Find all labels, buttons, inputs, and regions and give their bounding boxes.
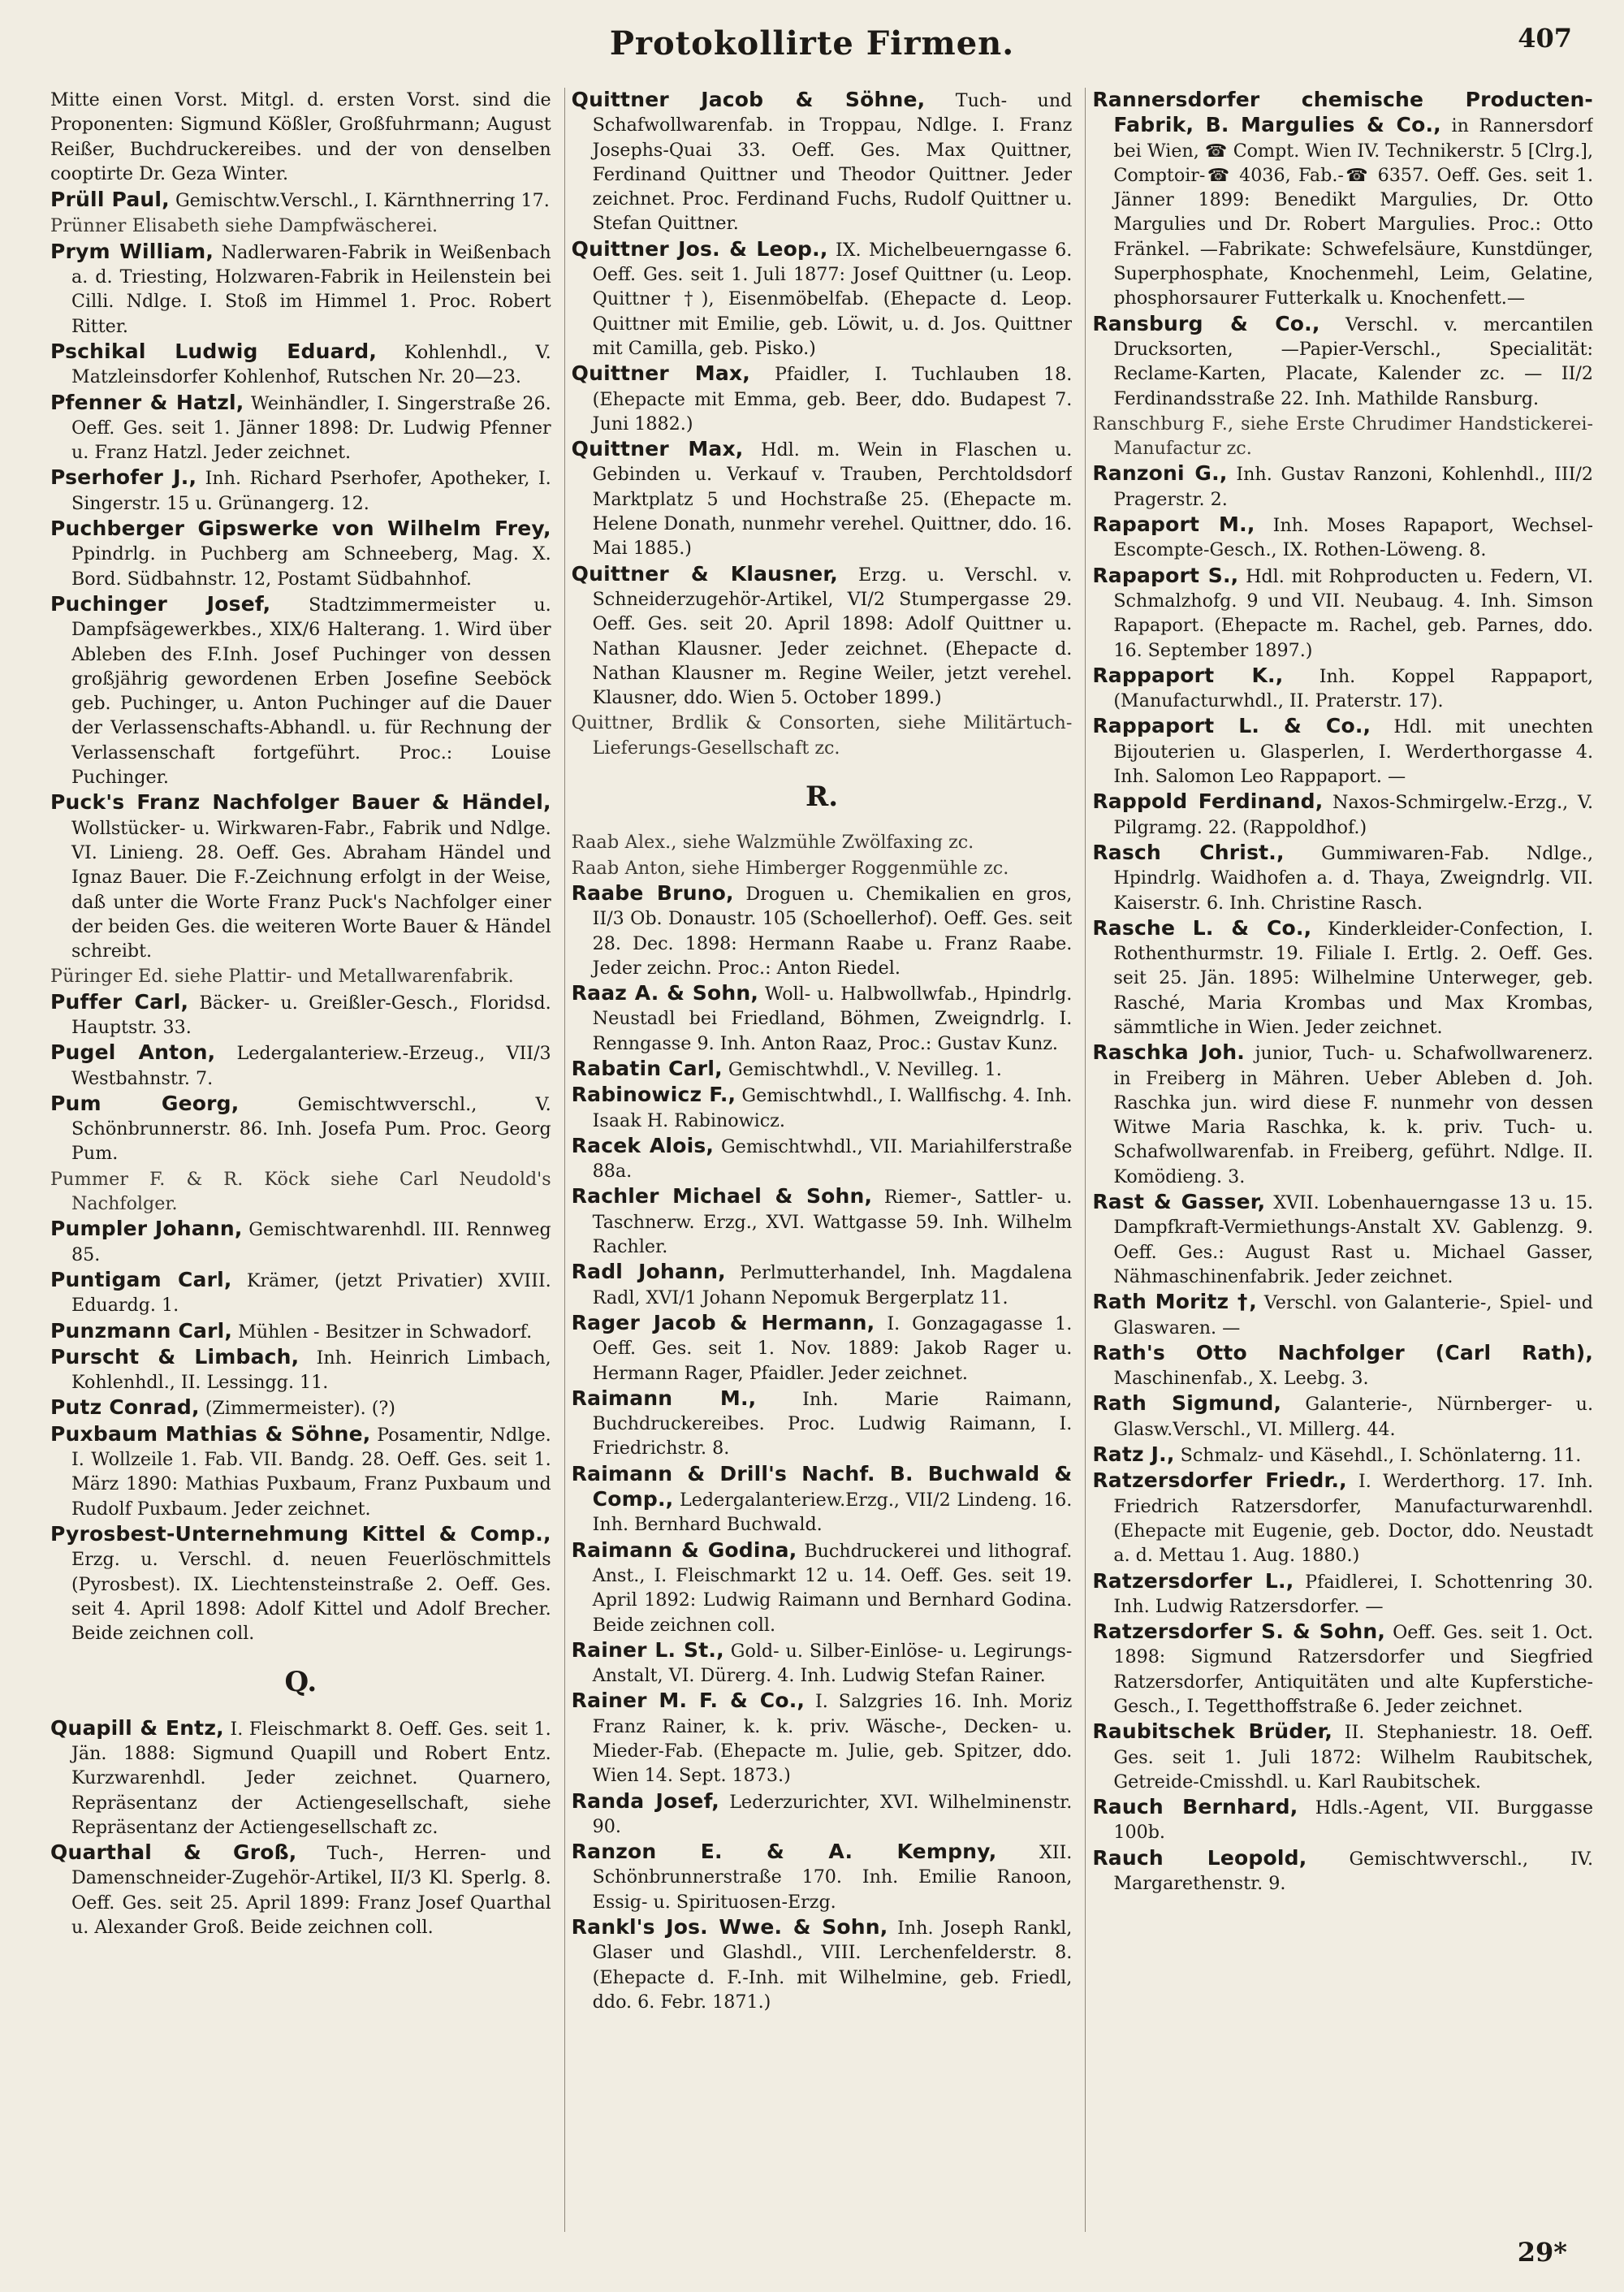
- firm-name: Rasch Christ.,: [1092, 840, 1285, 864]
- directory-entry: [1092, 916, 1593, 1040]
- directory-columns: [50, 88, 1593, 2232]
- firm-name: Raaz A. & Sohn,: [571, 981, 759, 1005]
- firm-name: Ratzersdorfer Friedr.,: [1092, 1468, 1347, 1493]
- firm-details: Gummiwaren-Fab. Ndlge., Hpindrlg. Waidhofen a. d. Thaya, Zweigndrlg. VII. Kaiserstr. 6. Inh. Christine Rasch.: [1113, 842, 1594, 914]
- directory-entry: [50, 214, 551, 238]
- firm-name: Püringer Ed.: [50, 966, 170, 988]
- directory-entry: [1092, 1290, 1593, 1340]
- directory-entry: [572, 1638, 1073, 1689]
- firm-name: Pumpler Johann,: [50, 1217, 243, 1241]
- column-middle: [564, 88, 1073, 2232]
- firm-details: Inh. Gustav Ranzoni, Kohlenhdl., III/2 Pragerstr. 2.: [1113, 464, 1593, 510]
- firm-details: XVII. Lobenhauerngasse 13 u. 15. Dampfkraft-Vermiethungs-Anstalt XV. Gablenzg. 9. Oeff. Ges.: August Rast u. Michael Gasser, Nähmaschinenfabrik. Jeder zeichnet.: [1113, 1192, 1594, 1287]
- directory-entry: [50, 1040, 551, 1091]
- directory-entry: [50, 1422, 551, 1521]
- firm-details: Weinhändler, I. Singerstraße 26. Oeff. Ges. seit 1. Jänner 1898: Dr. Ludwig Pfenner u. Franz Hatzl. Jeder zeichnet.: [71, 392, 551, 464]
- firm-name: Quittner, Brdlik & Consorten,: [571, 712, 881, 734]
- firm-name: Quittner Jos. & Leop.,: [571, 236, 828, 261]
- firm-name: Ransburg & Co.,: [1092, 311, 1320, 335]
- firm-details: Schmalz- und Käsehdl., I. Schönlaterng. 11.: [1180, 1445, 1582, 1467]
- firm-details: XII. Schönbrunnerstraße 170. Inh. Emilie Ranoon, Essig- u. Spirituosen-Erzg.: [592, 1842, 1073, 1913]
- directory-entry: [50, 592, 551, 789]
- directory-entry: [572, 1538, 1073, 1637]
- firm-name: Rath Moritz †,: [1092, 1290, 1258, 1314]
- directory-entry: [50, 964, 551, 988]
- firm-details: Posamentir, Ndlge. I. Wollzeile 1. Fab. VII. Bandg. 28. Oeff. Ges. seit 1. März 1890: Mathias Puxbaum, Franz Puxbaum und Rudolf Puxbaum. Jeder zeichnet.: [71, 1424, 551, 1520]
- firm-details: Gemischtwverschl., IV. Margarethenstr. 9.: [1113, 1848, 1593, 1895]
- directory-entry: [572, 1840, 1073, 1914]
- column-left: [50, 88, 551, 2232]
- firm-name: Ranschburg F.,: [1092, 413, 1234, 435]
- firm-details: (Zimmermeister). (?): [205, 1398, 395, 1420]
- firm-details: IX. Michelbeuerngasse 6. Oeff. Ges. seit 1. Juli 1877: Josef Quittner (u. Leop. Quittner †), Eisenmöbelfab. (Ehepacte d. Leop. Quittner mit Emilie, geb. Löwit, u. d. Jos. Quittner mit Camilla, geb. Pisko.): [592, 239, 1073, 359]
- firm-name: Racek Alois,: [571, 1133, 715, 1157]
- directory-entry: [1092, 461, 1593, 512]
- firm-name: Rachler Michael & Sohn,: [571, 1184, 873, 1209]
- firm-details: in Rannersdorf bei Wien, ☎ Compt. Wien IV. Technikerstr. 5 [Clrg.], Comptoir-☎ 4036, Fab.-☎ 6357. Oeff. Ges. seit 1. Jänner 1899: Benedikt Margulies, Dr. Otto Margulies und Dr. Robert Margulies. Proc.: Otto Fränkel. —Fabrikate: Schwefelsäure, Kunstdünger, Superphosphate, Knochenmehl, Leim, Gelatine, phosphorsaurer Futterkalk u. Knochenfett.—: [1113, 115, 1594, 309]
- firm-name: Pserhofer J.,: [50, 465, 197, 490]
- firm-name: Rasche L. & Co.,: [1092, 915, 1312, 940]
- firm-details: Inh. Joseph Rankl, Glaser und Glashdl., VIII. Lerchenfelderstr. 8. (Ehepacte d. F.-Inh. mit Wilhelmine, geb. Friedl, ddo. 6. Febr. 1871.): [592, 1918, 1073, 2013]
- column-right: [1085, 88, 1593, 2232]
- firm-name: Rager Jacob & Hermann,: [571, 1310, 875, 1334]
- directory-entry: [50, 1167, 551, 1217]
- firm-name: Puffer Carl,: [50, 989, 189, 1014]
- firm-name: Rabinowicz F.,: [571, 1083, 736, 1107]
- directory-entry: [1092, 412, 1593, 461]
- directory-entry: [50, 1716, 551, 1840]
- firm-name: Rainer L. St.,: [571, 1637, 724, 1662]
- firm-details: Woll- u. Halbwollwfab., Hpindrlg. Neustadl bei Friedland, Böhmen, Zweigndrlg. I. Renngasse 9. Inh. Anton Raaz, Proc.: Gustav Kunz.: [592, 984, 1073, 1054]
- firm-details: Inh. Heinrich Limbach, Kohlenhdl., II. Lessingg. 11.: [71, 1347, 551, 1394]
- firm-name: Quarthal & Groß,: [50, 1840, 297, 1865]
- firm-details: Pfaidler, I. Tuchlauben 18. (Ehepacte mit Emma, geb. Beer, ddo. Budapest 7. Juni 1882.): [592, 364, 1073, 435]
- firm-details: Krämer, (jetzt Privatier) XVIII. Eduardg. 1.: [71, 1269, 551, 1317]
- firm-details: siehe Erste Chrudimer Handstickerei-Manufactur zc.: [1113, 413, 1593, 460]
- directory-entry: [572, 830, 1073, 854]
- firm-name: Punzmann Carl,: [50, 1318, 233, 1343]
- firm-name: Raubitschek Brüder,: [1092, 1719, 1333, 1744]
- firm-details: Naxos-Schmirgelw.-Erzg., V. Pilgramg. 22. (Rappoldhof.): [1113, 792, 1594, 838]
- firm-details: Erzg. u. Verschl. v. Schneiderzugehör-Artikel, VI/2 Stumpergasse 29. Oeff. Ges. seit 20. April 1898: Adolf Quittner u. Nathan Klausner. Jeder zeichnet. (Ehepacte d. Nathan Klausner m. Regine Weiler, jetzt verehel. Klausner, ddo. Wien 5. October 1899.): [592, 564, 1073, 709]
- directory-entry: [1092, 1442, 1593, 1468]
- firm-details: Ledergalanteriew.-Erzeug., VII/3 Westbahnstr. 7.: [71, 1043, 551, 1089]
- firm-details: Inh. Moses Rapaport, Wechsel-Escompte-Gesch., IX. Rothen-Löweng. 8.: [1113, 515, 1594, 561]
- directory-entry: [1092, 1468, 1593, 1568]
- firm-details: Verschl. v. mercantilen Drucksorten, —Papier-Verschl., Specialität: Reclame-Karten, Placate, Kalender zc. — II/2 Ferdinandsstraße 22. Inh. Mathilde Ransburg.: [1113, 314, 1594, 409]
- firm-details: Stadtzimmermeister u. Dampfsägewerkbes., XIX/6 Halterang. 1. Wird über Ableben des F.Inh. Josef Puchinger von dessen großjährig gewordenen Erben Josefine Seeböck geb. Puchinger, u. Anton Puchinger auf die Dauer der Verlassenschafts-Abhandl. u. für Rechnung der Verlassenschaft fortgeführt. Proc.: Louise Puchinger.: [71, 594, 551, 789]
- directory-entry: [1092, 312, 1593, 411]
- directory-entry: [572, 1260, 1073, 1310]
- firm-name: Rath Sigmund,: [1092, 1391, 1282, 1416]
- firm-name: Quapill & Entz,: [50, 1715, 224, 1740]
- firm-name: Radl Johann,: [571, 1260, 726, 1284]
- firm-details: I. Salzgries 16. Inh. Moriz Franz Rainer, k. k. priv. Wäsche-, Decken- u. Mieder-Fab. (Ehepacte m. Julie, geb. Spitzer, ddo. Wien 14. Sept. 1873.): [592, 1691, 1073, 1787]
- directory-entry: [572, 1462, 1073, 1537]
- firm-name: Rapaport S.,: [1092, 563, 1239, 587]
- firm-name: Prünner Elisabeth: [50, 215, 220, 237]
- directory-entry: [1092, 512, 1593, 563]
- firm-name: Ranzon E. & A. Kempny,: [571, 1840, 997, 1864]
- firm-details: Ledergalanteriew.Erzg., VII/2 Lindeng. 16. Inh. Bernhard Buchwald.: [592, 1490, 1073, 1536]
- firm-details: Hdl. mit unechten Bijouterien u. Glasperlen, I. Werderthorgasse 4. Inh. Salomon Leo Rappaport. —: [1113, 716, 1594, 788]
- firm-name: Puchinger Josef,: [50, 591, 271, 616]
- firm-details: Kinderkleider-Confection, I. Rothenthurmstr. 19. Filiale I. Ertlg. 2. Oeff. Ges. seit 25. Jän. 1895: Wilhelmine Unterweger, geb. Rasché, Maria Krombas und Max Krombas, sämmtliche in Wien. Jeder zeichnet.: [1113, 918, 1594, 1038]
- firm-details: I. Werderthorg. 17. Inh. Friedrich Ratzersdorfer, Manufacturwarenhdl. (Ehepacte mit Eugenie, geb. Doctor, ddo. Neustadt a. d. Mettau 1. Aug. 1880.): [1113, 1471, 1594, 1567]
- firm-name: Ranzoni G.,: [1092, 461, 1228, 486]
- directory-entry: [1092, 841, 1593, 915]
- firm-name: Rappaport K.,: [1092, 663, 1284, 687]
- directory-entry: [1092, 1620, 1593, 1719]
- firm-name: Puntigam Carl,: [50, 1267, 232, 1291]
- page-title: Protokollirte Firmen.: [609, 24, 1015, 63]
- directory-entry: [572, 437, 1073, 560]
- directory-entry: [50, 1345, 551, 1395]
- firm-name: Rapaport M.,: [1092, 512, 1255, 537]
- directory-entry: [50, 465, 551, 516]
- firm-details: Pfaidlerei, I. Schottenring 30. Inh. Ludwig Ratzersdorfer. —: [1113, 1571, 1594, 1617]
- firm-name: Raab Anton,: [571, 857, 686, 879]
- directory-entry: [50, 1268, 551, 1318]
- firm-name: Rannersdorfer chemische Producten-Fabrik, B. Margulies & Co.,: [1092, 88, 1594, 137]
- directory-entry: [1092, 88, 1593, 311]
- directory-entry: [1092, 664, 1593, 714]
- firm-details: II. Stephaniestr. 18. Oeff. Ges. seit 1. Juli 1872: Wilhelm Raubitschek, Getreide-Cmisshdl. u. Karl Raubitschek.: [1113, 1722, 1594, 1793]
- firm-details: I. Fleischmarkt 8. Oeff. Ges. seit 1. Jän. 1888: Sigmund Quapill und Robert Entz. Kurzwarenhdl. Jeder zeichnet. Quarnero, Repräsentanz der Actiengesellschaft, siehe Repräsentanz der Actiengesellschaft zc.: [71, 1718, 551, 1838]
- firm-details: siehe Himberger Roggenmühle zc.: [691, 857, 1009, 879]
- firm-name: Puxbaum Mathias & Söhne,: [50, 1421, 371, 1446]
- firm-name: Puchberger Gipswerke von Wilhelm Frey,: [50, 517, 551, 541]
- firm-details: Perlmutterhandel, Inh. Magdalena Radl, XVI/1 Johann Nepomuk Bergerplatz 11.: [592, 1262, 1073, 1308]
- directory-entry: [50, 391, 551, 465]
- directory-entry: [1092, 1569, 1593, 1620]
- directory-entry: [572, 1789, 1073, 1840]
- directory-entry: [1092, 1190, 1593, 1289]
- firm-details: junior, Tuch- u. Schafwollwarenerz. in Freiberg in Mähren. Ueber Ableben d. Joh. Raschka jun. wird diese F. nunmehr von dessen Witwe Maria Raschka, k. k. priv. Tuch- u. Schafwollwarenfab. in Freiberg, geführt. Ndlge. II. Komödieng. 3.: [1113, 1043, 1594, 1187]
- directory-entry: [572, 1083, 1073, 1133]
- directory-entry: [50, 1217, 551, 1267]
- firm-details: Gemischtwverschl., V. Schönbrunnerstr. 86. Inh. Josefa Pum. Proc. Georg Pum.: [71, 1093, 551, 1165]
- directory-entry: [50, 517, 551, 591]
- firm-name: Quittner & Klausner,: [571, 561, 838, 586]
- firm-details: Kohlenhdl., V. Matzleinsdorfer Kohlenhof, Rutschen Nr. 20—23.: [71, 341, 551, 388]
- firm-name: Raschka Joh.: [1092, 1040, 1245, 1065]
- directory-entry: [1092, 1795, 1593, 1845]
- firm-name: Rappold Ferdinand,: [1092, 789, 1324, 814]
- firm-name: Raimann & Drill's Nachf. B. Buchwald & Comp.,: [571, 1461, 1073, 1511]
- firm-name: Rath's Otto Nachfolger (Carl Rath),: [1092, 1340, 1594, 1364]
- firm-details: Tuch-, Herren- und Damenschneider-Zugehör-Artikel, II/3 Kl. Sperlg. 8. Oeff. Ges. seit 25. April 1899: Franz Josef Quarthal u. Alexander Groß. Beide zeichnen coll.: [71, 1843, 551, 1939]
- firm-details: Buchdruckerei und lithograf. Anst., I. Fleischmarkt 12 u. 14. Oeff. Ges. seit 19. April 1892: Ludwig Raimann und Bernhard Godina. Beide zeichnen coll.: [592, 1540, 1073, 1636]
- firm-name: Pschikal Ludwig Eduard,: [50, 339, 378, 363]
- firm-name: Raabe Bruno,: [571, 880, 734, 905]
- firm-name: Rast & Gasser,: [1092, 1190, 1266, 1214]
- firm-name: Pugel Anton,: [50, 1040, 216, 1065]
- firm-details: Lederzurichter, XVI. Wilhelminenstr. 90.: [592, 1791, 1073, 1837]
- section-letter: R.: [805, 781, 839, 814]
- directory-entry: [1092, 564, 1593, 663]
- directory-entry: [572, 1915, 1073, 2014]
- firm-details: Gemischtwhdl., I. Wallfischg. 4. Inh. Isaak H. Rabinowicz.: [592, 1085, 1073, 1131]
- firm-details: Erzg. u. Verschl. d. neuen Feuerlöschmittels (Pyrosbest). IX. Liechtensteinstraße 2. Oeff. Ges. seit 4. April 1898: Adolf Kittel und Adolf Brecher. Beide zeichnen coll.: [71, 1549, 551, 1645]
- firm-name: Pummer F. & R. Köck: [50, 1168, 310, 1190]
- firm-details: Oeff. Ges. seit 1. Oct. 1898: Sigmund Ratzersdorfer und Siegfried Ratzersdorfer, Antiquitäten und alte Kupferstiche-Gesch., I. Tegetthoffstraße 6. Jeder zeichnet.: [1113, 1622, 1594, 1717]
- firm-details: Tuch- und Schafwollwarenfab. in Troppau, Ndlge. I. Franz Josephs-Quai 33. Oeff. Ges. Max Quittner, Ferdinand Quittner und Theodor Quittner. Jeder zeichnet. Proc. Ferdinand Fuchs, Rudolf Quittner u. Stefan Quittner.: [592, 90, 1073, 235]
- firm-name: Rauch Bernhard,: [1092, 1795, 1298, 1819]
- firm-name: Purscht & Limbach,: [50, 1344, 300, 1369]
- firm-details: Droguen u. Chemikalien en gros, II/3 Ob. Donaustr. 105 (Schoellerhof). Oeff. Ges. seit 28. Dec. 1898: Hermann Raabe u. Franz Raabe. Jeder zeichn. Proc.: Anton Riedel.: [592, 883, 1073, 979]
- firm-name: Raimann & Godina,: [571, 1537, 797, 1562]
- directory-entry: [572, 361, 1073, 436]
- directory-entry: [50, 339, 551, 390]
- firm-details: Maschinenfab., X. Leebg. 3.: [1113, 1368, 1369, 1390]
- directory-entry: [572, 981, 1073, 1056]
- firm-details: siehe Walzmühle Zwölfaxing zc.: [682, 832, 974, 854]
- firm-details: siehe Militärtuch-Lieferungs-Gesellschaft zc.: [592, 712, 1073, 759]
- directory-entry: [50, 790, 551, 963]
- directory-entry: [50, 240, 551, 339]
- directory-entry: [1092, 1846, 1593, 1896]
- directory-entry: [1092, 789, 1593, 840]
- directory-entry: [1092, 1040, 1593, 1189]
- directory-entry: [50, 1522, 551, 1645]
- directory-entry: [572, 237, 1073, 361]
- directory-entry: [50, 1395, 551, 1421]
- firm-details: Inh. Richard Pserhofer, Apotheker, I. Singerstr. 15 u. Grünangerg. 12.: [71, 468, 551, 514]
- directory-entry: [50, 990, 551, 1040]
- page-number: 407: [1518, 23, 1572, 54]
- directory-entry: [572, 88, 1073, 236]
- continuation-text: Mitte einen Vorst. Mitgl. d. ersten Vorst. sind die Proponenten: Sigmund Kößler, Großfuhrmann; August Reißer, Buchdruckereibes. und der von denselben cooptirte Dr. Geza Winter.: [50, 89, 551, 184]
- firm-name: Pyrosbest-Unternehmung Kittel & Comp.,: [50, 1521, 551, 1546]
- firm-name: Rainer M. F. & Co.,: [571, 1689, 806, 1713]
- directory-entry: [1092, 714, 1593, 789]
- firm-details: Hdls.-Agent, VII. Burggasse 100b.: [1113, 1797, 1593, 1844]
- firm-name: Raimann M.,: [571, 1386, 757, 1410]
- firm-name: Prüll Paul,: [50, 188, 170, 212]
- firm-details: Wollstücker- u. Wirkwaren-Fabr., Fabrik und Ndlge. VI. Linieng. 28. Oeff. Ges. Abraham Händel und Ignaz Bauer. Die F.-Zeichnung erfolgt in der Weise, daß unter die Worte Franz Puck's Nachfolger einer der beiden Ges. die weiteren Worte Bauer & Händel schreibt.: [71, 817, 551, 962]
- directory-entry: [572, 562, 1073, 711]
- directory-entry: [572, 1134, 1073, 1184]
- firm-name: Ratzersdorfer L.,: [1092, 1568, 1294, 1593]
- firm-details: Gemischtwarenhdl. III. Rennweg 85.: [71, 1219, 551, 1265]
- section-letter: Q.: [284, 1666, 317, 1699]
- directory-entry: [50, 1840, 551, 1940]
- directory-entry: [572, 1386, 1073, 1461]
- directory-entry: [50, 1319, 551, 1344]
- firm-name: Raab Alex.,: [571, 832, 677, 854]
- firm-name: Ratzersdorfer S. & Sohn,: [1092, 1620, 1386, 1644]
- firm-details: Inh. Marie Raimann, Buchdruckereibes. Proc. Ludwig Raimann, I. Friedrichstr. 8.: [592, 1388, 1073, 1460]
- directory-entry: [1092, 1391, 1593, 1442]
- firm-name: Rabatin Carl,: [571, 1056, 723, 1080]
- firm-name: Randa Josef,: [571, 1788, 719, 1813]
- firm-details: Riemer-, Sattler- u. Taschnerw. Erzg., XVI. Wattgasse 59. Inh. Wilhelm Rachler.: [592, 1187, 1073, 1258]
- directory-entry: [572, 1057, 1073, 1082]
- directory-entry: [572, 881, 1073, 980]
- firm-details: Bäcker- u. Greißler-Gesch., Floridsd. Hauptstr. 33.: [71, 992, 551, 1038]
- firm-details: Gold- u. Silber-Einlöse- u. Legirungs-Anstalt, VI. Dürerg. 4. Inh. Ludwig Stefan Rainer.: [592, 1640, 1073, 1687]
- firm-name: Quittner Max,: [571, 437, 744, 461]
- firm-details: Inh. Koppel Rappaport, (Manufacturwhdl., II. Praterstr. 17).: [1113, 665, 1594, 712]
- firm-details: Mühlen - Besitzer in Schwadorf.: [238, 1321, 533, 1343]
- firm-name: Putz Conrad,: [50, 1395, 200, 1420]
- firm-name: Rauch Leopold,: [1092, 1845, 1307, 1870]
- page-header: [0, 18, 1624, 75]
- firm-details: Gemischtwhdl., V. Nevilleg. 1.: [728, 1058, 1002, 1080]
- directory-entry: [1092, 1719, 1593, 1794]
- firm-name: Pfenner & Hatzl,: [50, 390, 244, 414]
- firm-details: Gemischtw.Verschl., I. Kärnthnerring 17.: [175, 190, 550, 212]
- firm-name: Quittner Max,: [571, 361, 750, 386]
- directory-entry: [572, 1311, 1073, 1386]
- signature-mark: 29*: [1517, 2237, 1567, 2268]
- firm-details: Nadlerwaren-Fabrik in Weißenbach a. d. Triesting, Holzwaren-Fabrik in Heilenstein bei Cilli. Ndlge. I. Stoß im Himmel 1. Proc. Robert Ritter.: [71, 241, 551, 337]
- firm-details: siehe Plattir- und Metallwarenfabrik.: [175, 966, 514, 988]
- firm-details: siehe Carl Neudold's Nachfolger.: [71, 1168, 551, 1215]
- directory-entry: [572, 711, 1073, 760]
- firm-name: Puck's Franz Nachfolger Bauer & Händel,: [50, 790, 551, 815]
- firm-details: Ppindrlg. in Puchberg am Schneeberg, Mag. X. Bord. Südbahnstr. 12, Postamt Südbahnhof.: [71, 543, 551, 590]
- firm-details: Hdl. mit Rohproducten u. Federn, VI. Schmalzhofg. 9 und VII. Neubaug. 4. Inh. Simson Rapaport. (Ehepacte m. Rachel, geb. Parnes, ddo. 16. September 1897.): [1113, 565, 1594, 661]
- firm-name: Pum Georg,: [50, 1091, 240, 1115]
- firm-details: Galanterie-, Nürnberger- u. Glasw.Verschl., VI. Millerg. 44.: [1113, 1394, 1594, 1440]
- firm-name: Quittner Jacob & Söhne,: [571, 88, 926, 111]
- firm-name: Rankl's Jos. Wwe. & Sohn,: [571, 1915, 888, 1940]
- firm-name: Ratz J.,: [1092, 1442, 1175, 1467]
- firm-details: I. Gonzagagasse 1. Oeff. Ges. seit 1. Nov. 1889: Jakob Rager u. Hermann Rager, Pfaidler. Jeder zeichnet.: [592, 1312, 1073, 1384]
- directory-entry: [572, 1689, 1073, 1788]
- firm-details: Gemischtwhdl., VII. Mariahilferstraße 88a.: [592, 1135, 1073, 1183]
- directory-entry: [572, 1184, 1073, 1259]
- directory-entry: [50, 1092, 551, 1166]
- firm-details: siehe Dampfwäscherei.: [225, 215, 438, 237]
- firm-name: Prym William,: [50, 239, 214, 263]
- directory-entry: [572, 856, 1073, 880]
- firm-name: Rappaport L. & Co.,: [1092, 714, 1371, 738]
- firm-details: Hdl. m. Wein in Flaschen u. Gebinden u. Verkauf v. Trauben, Perchtoldsdorf Marktplatz 5 und Hochstraße 25. (Ehepacte m. Helene Donath, nunmehr verehel. Quittner, ddo. 16. Mai 1885.): [592, 439, 1073, 560]
- firm-details: Verschl. von Galanterie-, Spiel- und Glaswaren. —: [1113, 1292, 1594, 1338]
- directory-entry: [1092, 1341, 1593, 1391]
- directory-entry: [50, 188, 551, 213]
